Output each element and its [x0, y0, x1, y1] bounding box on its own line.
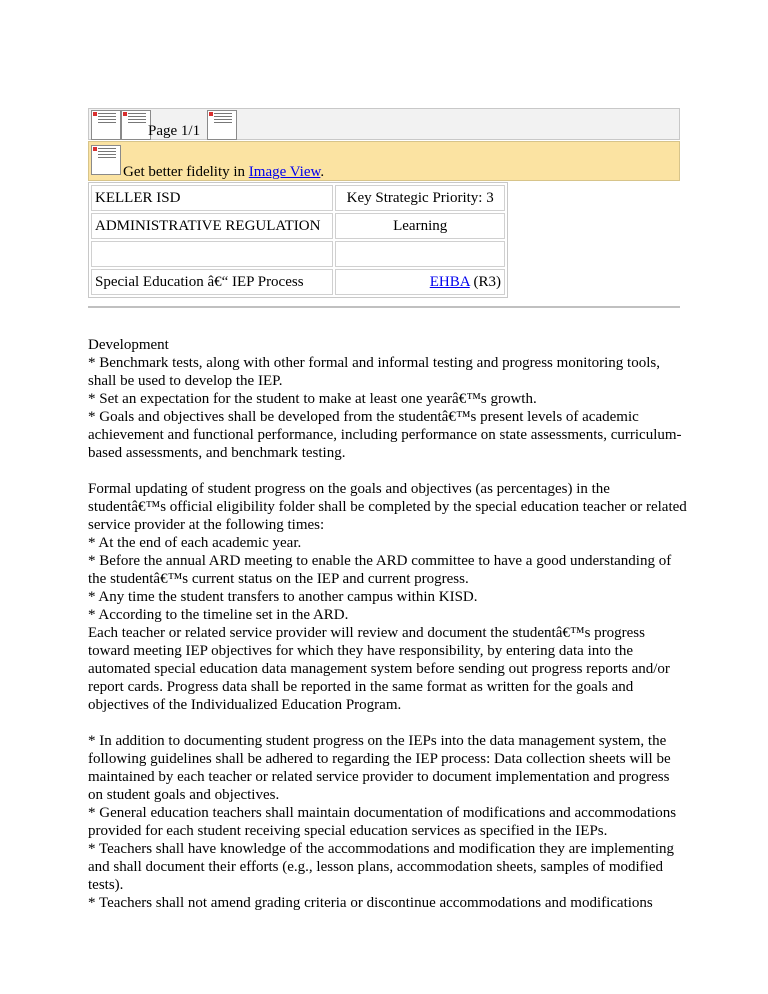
fidelity-notice [88, 141, 680, 181]
text-line: * Before the annual ARD meeting to enable the ARD committee to have a good understanding of the studentâ€™s current status on the IEP and current progress. [88, 553, 672, 587]
text-line: * Teachers shall have knowledge of the accommodations and modification they are implementing and shall document their efforts (e.g., lesson plans, accommodation sheets, samples of modified tests). [88, 841, 674, 893]
text-line: * At the end of each academic year. [88, 535, 302, 551]
page-thumbnail-icon[interactable] [121, 110, 151, 140]
regulation-type: ADMINISTRATIVE REGULATION [91, 213, 333, 239]
notice-text: Get better fidelity in Image View. [123, 164, 325, 180]
text-line: * Set an expectation for the student to make at least one yearâ€™s growth. [88, 391, 537, 407]
table-row [91, 241, 505, 267]
text-line: Development [88, 337, 169, 353]
empty-cell [335, 241, 505, 267]
document-body [88, 336, 688, 912]
district-name: KELLER ISD [91, 185, 333, 211]
text-line: * According to the timeline set in the ARD. [88, 607, 349, 623]
text-line: * Teachers shall not amend grading criteria or discontinue accommodations and modifications [88, 895, 653, 911]
table-row [91, 213, 505, 239]
text-line: * Any time the student transfers to another campus within KISD. [88, 589, 478, 605]
text-line: Each teacher or related service provider will review and document the studentâ€™s progress toward meeting IEP objectives for which they have responsibility, by entering data into the automated special education data management system before sending out progress reports and/or report cards. Progress data shall be reported in the same format as written for the goals and objectives of the Individualized Education Program. [88, 625, 670, 713]
image-thumbnail-icon[interactable] [91, 145, 121, 175]
page-thumbnail-icon[interactable] [207, 110, 237, 140]
strategic-priority: Key Strategic Priority: 3 [335, 185, 505, 211]
text-line: * Benchmark tests, along with other formal and informal testing and progress monitoring tools, shall be used to develop the IEP. [88, 355, 660, 389]
document-header-table [88, 182, 508, 298]
policy-code-link[interactable]: EHBA [429, 273, 470, 290]
divider [88, 306, 680, 308]
text-line: Formal updating of student progress on the goals and objectives (as percentages) in the studentâ€™s official eligibility folder shall be completed by the special education teacher or related service provider at the following times: [88, 481, 687, 533]
text-line: * General education teachers shall maintain documentation of modifications and accommodations provided for each student receiving special education services as specified in the IEPs. [88, 805, 677, 839]
page-label: Page 1/1 [148, 123, 201, 139]
paragraph-development [88, 336, 688, 462]
priority-area: Learning [335, 213, 505, 239]
page-thumbnail-icon[interactable] [91, 110, 121, 140]
text-line: * Goals and objectives shall be developed from the studentâ€™s present levels of academic achievement and functional performance, including performance on state assessments, curriculum-based assessments, and benchmark testing. [88, 409, 682, 461]
regulation-title: Special Education â€“ IEP Process [91, 269, 333, 295]
image-view-link[interactable]: Image View [248, 164, 321, 180]
paragraph-progress-updating [88, 480, 688, 714]
table-row [91, 269, 505, 295]
policy-code: EHBA (R3) [335, 269, 505, 295]
table-row [91, 185, 505, 211]
empty-cell [91, 241, 333, 267]
paragraph-guidelines [88, 732, 688, 912]
text-line: * In addition to documenting student progress on the IEPs into the data management system, the following guidelines shall be adhered to regarding the IEP process: Data collection sheets will be maintained by each teacher or related service provider to document implementation and progress on student goals and objectives. [88, 733, 671, 803]
